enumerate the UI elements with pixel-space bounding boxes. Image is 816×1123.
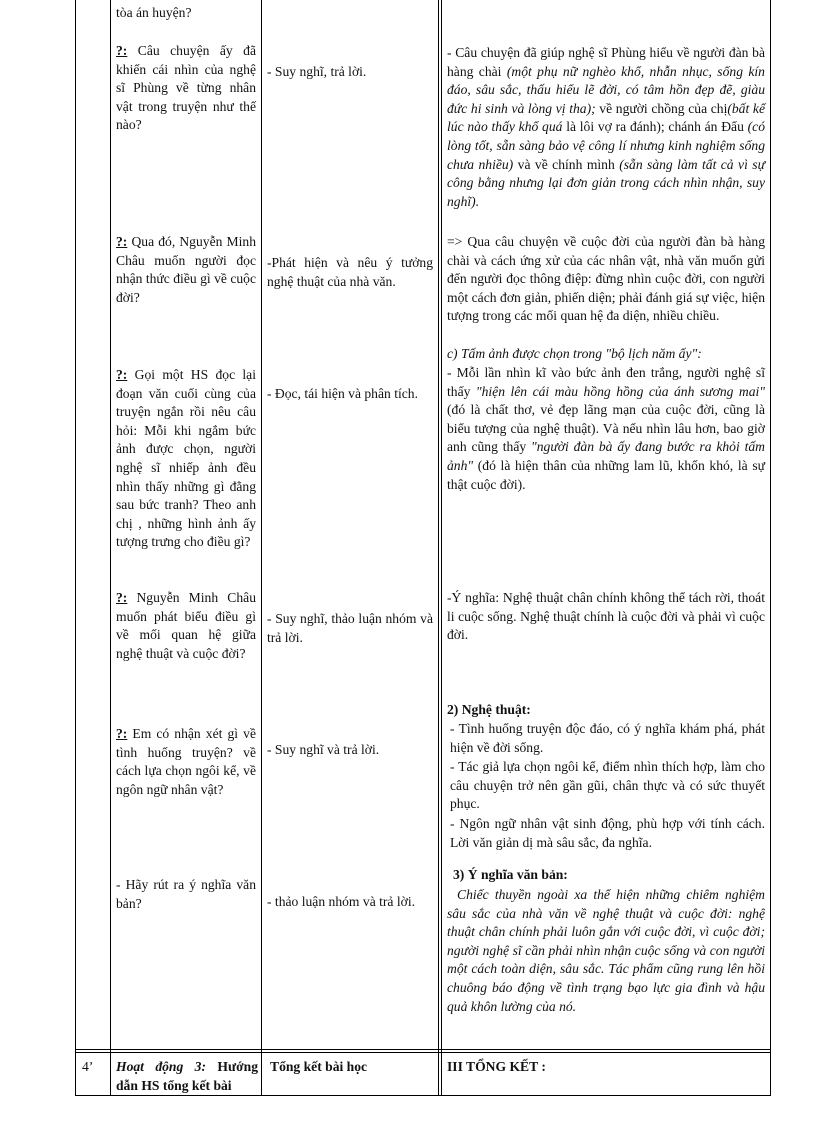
teacher-question-2: ?: Qua đó, Nguyễn Minh Châu muốn người đọc nhận thức điều gì về cuộc đời?: [116, 234, 256, 305]
teacher-question-5: ?: Em có nhận xét gì về tình huống truyện? về cách lựa chọn ngôi kể, về ngôn ngữ nhân vật?: [116, 726, 256, 797]
column-divider-1: [110, 0, 111, 1096]
teacher-question-4: ?: Nguyễn Minh Châu muốn phát biểu điều gì về mối quan hệ giữa nghệ thuật và cuộc đời?: [116, 590, 256, 661]
table-border-left: [75, 0, 76, 1096]
content-art-item-1: - Tình huống truyện độc đáo, có ý nghĩa khám phá, phát hiện về đời sống.: [450, 721, 765, 755]
content-section-c-title: c) Tấm ảnh được chọn trong "bộ lịch năm ấy":: [447, 346, 702, 361]
column-divider-3: [438, 0, 439, 1096]
teacher-question-6: - Hãy rút ra ý nghĩa văn bản?: [116, 877, 256, 911]
content-paragraph-3: - Mỗi lần nhìn kĩ vào bức ảnh đen trắng, người nghệ sĩ thấy "hiện lên cái màu hồng hồng của ánh sương mai" (đó là chất thơ, vẻ đẹp lãng mạn của cuộc đời, cũng là biểu tượng của nghệ thuật). Và nếu nhìn lâu hơn, bao giờ anh cũng thấy "người đàn bà ấy đang bước ra khỏi tấm ảnh" (đó là hiện thân của những lam lũ, khốn khó, là sự thật cuộc đời).: [447, 365, 765, 492]
content-paragraph-1: - Câu chuyện đã giúp nghệ sĩ Phùng hiểu về người đàn bà hàng chài (một phụ nữ nghèo khổ, nhẫn nhục, sống kín đáo, sâu sắc, thấu hiểu lẽ đời, có tâm hồn đẹp đẽ, giàu đức hi sinh và lòng vị tha); về người chồng của chị(bất kể lúc nào thấy khổ quá là lôi vợ ra đánh); chánh án Đẩu (có lòng tốt, sẵn sàng bảo vệ công lí nhưng kinh nghiệm sống chưa nhiều) và về chính mình (sẵn sàng làm tất cả vì sự công bằng nhưng lại đơn giản trong cách nhìn nhận, suy nghĩ).: [447, 45, 765, 209]
teacher-intro: tòa án huyện?: [116, 5, 192, 20]
student-summary-cell: Tổng kết bài học: [270, 1059, 368, 1074]
student-activity-5: - Suy nghĩ và trả lời.: [267, 742, 380, 757]
student-activity-4: - Suy nghĩ, thảo luận nhóm và trả lời.: [267, 611, 433, 645]
row-divider-2: [75, 1052, 771, 1053]
question-mark: ?:: [116, 367, 128, 382]
table-border-right: [770, 0, 771, 1096]
content-summary-cell: III TỔNG KẾT :: [447, 1059, 546, 1074]
content-art-title: 2) Nghệ thuật:: [447, 702, 531, 717]
column-divider-2: [261, 0, 262, 1096]
question-mark: ?:: [116, 726, 128, 741]
content-paragraph-4: -Ý nghĩa: Nghệ thuật chân chính không thể tách rời, thoát li cuộc sống. Nghệ thuật chính là cuộc đời và phải vì cuộc đời.: [447, 590, 765, 643]
content-meaning-text: Chiếc thuyền ngoài xa thể hiện những chiêm nghiệm sâu sắc của nhà văn về nghệ thuật và cuộc đời: nghệ thuật chân chính phải luôn gắn với cuộc đời, vì cuộc đời; người nghệ sĩ cần phải nhìn nhận cuộc sống và con người một cách toàn diện, sâu sắc. Tác phẩm cũng rung lên hồi chuông báo động về tình trạng bạo lực gia đình và hậu quả khôn lường của nó.: [447, 887, 765, 1014]
content-meaning-title: 3) Ý nghĩa văn bản:: [453, 867, 568, 882]
student-activity-6: - thảo luận nhóm và trả lời.: [267, 894, 415, 909]
question-mark: ?:: [116, 234, 128, 249]
question-mark: ?:: [116, 590, 128, 605]
content-art-item-3: - Ngôn ngữ nhân vật sinh động, phù hợp với tính cách. Lời văn giản dị mà sâu sắc, đa nghĩa.: [450, 816, 765, 850]
teacher-question-1: ?: Câu chuyện ấy đã khiến cái nhìn của nghệ sĩ Phùng về từng nhân vật trong truyện như thế nào?: [116, 43, 256, 133]
content-paragraph-2: => Qua câu chuyện về cuộc đời của người đàn bà hàng chài và cách ứng xử của các nhân vật, nhà văn muốn gửi đến người đọc thông điệp: đừng nhìn cuộc đời, con người một cách đơn giản, phiến diện; phải đánh giá sự việc, hiện tượng trong các mối quan hệ đa diện, nhiều chiều.: [447, 234, 765, 324]
student-activity-3: - Đọc, tái hiện và phân tích.: [267, 386, 418, 401]
student-activity-1: - Suy nghĩ, trả lời.: [267, 64, 367, 79]
student-activity-2: -Phát hiện và nêu ý tưởng nghệ thuật của nhà văn.: [267, 255, 433, 289]
question-mark: ?:: [116, 43, 128, 58]
activity-cell: Hoạt động 3: Hướng dẫn HS tổng kết bài: [116, 1059, 259, 1093]
time-cell: 4’: [82, 1059, 94, 1074]
column-divider-3b: [441, 0, 442, 1096]
row-divider: [75, 1049, 771, 1050]
content-art-item-2: - Tác giả lựa chọn ngôi kể, điểm nhìn thích hợp, làm cho câu chuyện trở nên gần gũi, chân thực và có sức thuyết phục.: [450, 759, 765, 812]
teacher-question-3: ?: Gọi một HS đọc lại đoạn văn cuối cùng của truyện ngắn rồi nêu câu hỏi: Mỗi khi ngắm bức ảnh được chọn, người nghệ sĩ nhiếp ảnh đều nhìn thấy những gì đằng sau bức tranh? Theo anh chị , những hình ảnh ấy tượng trưng cho điều gì?: [116, 367, 256, 550]
